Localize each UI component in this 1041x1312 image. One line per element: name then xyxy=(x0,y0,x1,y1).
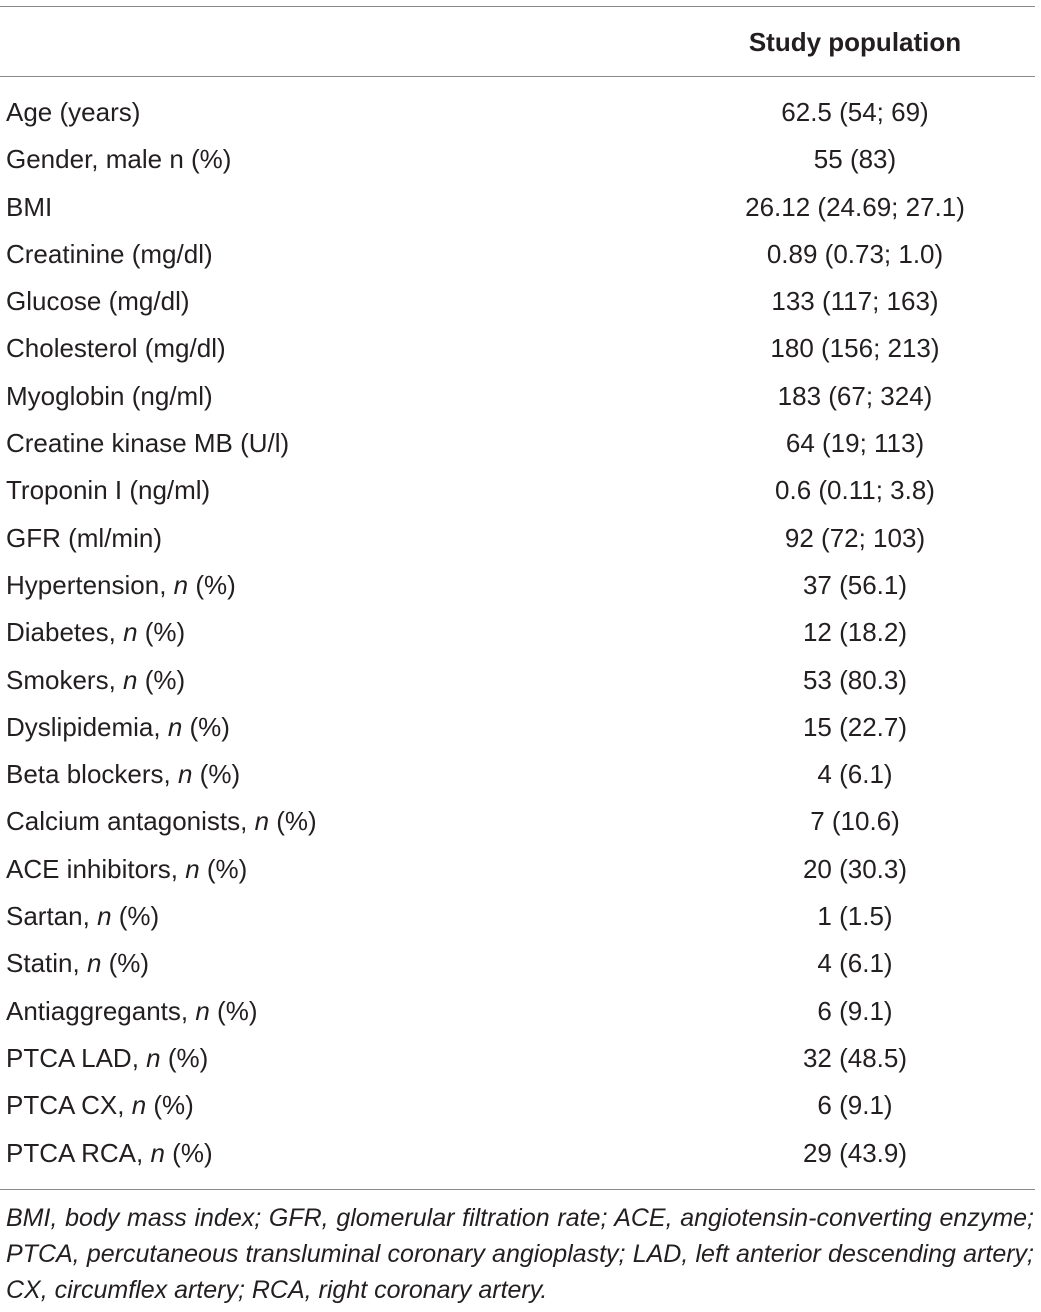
table-row xyxy=(0,184,1035,231)
table-footnote: BMI, body mass index; GFR, glomerular filtration rate; ACE, angiotensin-converting enzyme; PTCA, percutaneous transluminal coronary angioplasty; LAD, left anterior descending artery; CX, circumflex artery; RCA, right coronary artery. xyxy=(6,1204,1034,1304)
row-label-text: Hypertension, xyxy=(6,569,174,600)
table-row xyxy=(0,940,1035,987)
row-label xyxy=(6,467,210,514)
row-value: 29 (43.9) xyxy=(802,1137,908,1168)
row-label-text: Diabetes, xyxy=(6,617,124,648)
row-label xyxy=(6,515,162,562)
table-header-rule xyxy=(0,76,1035,77)
column-header-study-population: Study population xyxy=(748,27,962,57)
row-value: 133 (117; 163) xyxy=(771,286,939,317)
table-top-rule xyxy=(0,6,1035,7)
row-label-italic: n xyxy=(86,948,102,979)
row-value: 180 (156; 213) xyxy=(770,333,940,364)
row-label xyxy=(6,89,140,136)
row-value: 53 (80.3) xyxy=(802,664,908,695)
row-value: 0.6 (0.11; 3.8) xyxy=(775,475,935,506)
row-value: 4 (6.1) xyxy=(817,948,893,979)
row-label-text: Troponin I (ng/ml) xyxy=(6,475,211,506)
row-label-text: Smokers, xyxy=(6,664,124,695)
row-label-suffix: (%) xyxy=(111,901,160,932)
table-row xyxy=(0,751,1035,798)
row-label-suffix: (%) xyxy=(101,948,150,979)
row-label xyxy=(6,609,185,656)
table-row xyxy=(0,846,1035,893)
table-row xyxy=(0,657,1035,704)
row-label xyxy=(6,278,190,325)
row-label-suffix: (%) xyxy=(199,853,248,884)
table-row xyxy=(0,89,1035,136)
row-value: 62.5 (54; 69) xyxy=(781,97,929,127)
row-label-text: PTCA LAD, xyxy=(6,1042,147,1073)
table-row xyxy=(0,420,1035,467)
row-label-italic: n xyxy=(123,664,138,695)
row-label-text: Glucose (mg/dl) xyxy=(6,286,190,317)
row-label-text: Calcium antagonists, xyxy=(6,806,255,837)
row-label-text: Dyslipidemia, xyxy=(6,711,168,742)
row-value: 37 (56.1) xyxy=(802,569,908,600)
row-label-italic: n xyxy=(131,1090,147,1121)
row-label-italic: n xyxy=(254,806,270,837)
row-label-italic: n xyxy=(167,711,183,742)
row-value: 7 (10.6) xyxy=(810,806,900,837)
table-row xyxy=(0,609,1035,656)
row-value: 0.89 (0.73; 1.0) xyxy=(766,238,944,269)
row-value: 183 (67; 324) xyxy=(777,380,933,411)
row-label-suffix: (%) xyxy=(146,1090,194,1121)
row-label-suffix: (%) xyxy=(182,711,230,742)
row-label xyxy=(6,325,226,372)
table-row xyxy=(0,562,1035,609)
row-label-text: Age (years) xyxy=(6,97,141,127)
table-row xyxy=(0,231,1035,278)
row-label-text: Antiaggregants, xyxy=(6,995,196,1026)
row-label-text: BMI xyxy=(6,191,53,222)
table-row xyxy=(0,278,1035,325)
table-row xyxy=(0,1082,1035,1129)
row-label xyxy=(6,940,149,987)
row-label-text: Creatine kinase MB (U/l) xyxy=(6,428,290,459)
row-label-suffix: (%) xyxy=(137,617,186,648)
row-label-italic: n xyxy=(97,901,112,932)
row-value: 32 (48.5) xyxy=(802,1042,908,1073)
row-label xyxy=(6,893,159,940)
row-label-italic: n xyxy=(173,569,189,600)
row-label-text: Cholesterol (mg/dl) xyxy=(6,333,226,364)
row-label xyxy=(6,1130,213,1177)
row-value: 64 (19; 113) xyxy=(785,428,925,459)
table-row xyxy=(0,373,1035,420)
table-row xyxy=(0,467,1035,514)
row-label-text: PTCA RCA, xyxy=(6,1137,151,1168)
table-body xyxy=(0,89,1035,1177)
table-row xyxy=(0,1035,1035,1082)
row-label-italic: n xyxy=(195,995,210,1026)
row-label-text: Creatinine (mg/dl) xyxy=(6,238,213,269)
table-row xyxy=(0,325,1035,372)
table-row xyxy=(0,988,1035,1035)
row-label-italic: n xyxy=(146,1042,161,1073)
row-label xyxy=(6,1082,194,1129)
table-row xyxy=(0,798,1035,845)
table-row xyxy=(0,704,1035,751)
table-row xyxy=(0,1130,1035,1177)
row-label xyxy=(6,798,317,845)
row-value: 12 (18.2) xyxy=(802,617,908,648)
table-bottom-rule xyxy=(0,1189,1035,1190)
table-row xyxy=(0,893,1035,940)
row-label-suffix: (%) xyxy=(269,806,317,837)
row-label-suffix: (%) xyxy=(160,1042,209,1073)
row-label xyxy=(6,136,231,183)
row-label-italic: n xyxy=(185,853,200,884)
row-label-text: Statin, xyxy=(6,948,87,979)
row-value: 20 (30.3) xyxy=(802,853,908,884)
row-label-text: ACE inhibitors, xyxy=(6,853,186,884)
row-label xyxy=(6,562,236,609)
row-label-suffix: (%) xyxy=(188,569,236,600)
row-label-text: GFR (ml/min) xyxy=(6,522,162,553)
row-label xyxy=(6,988,258,1035)
row-label-suffix: (%) xyxy=(209,995,258,1026)
row-value: 1 (1.5) xyxy=(817,901,893,932)
row-label xyxy=(6,373,213,420)
table-row xyxy=(0,515,1035,562)
row-label xyxy=(6,1035,208,1082)
row-label xyxy=(6,657,185,704)
row-label xyxy=(6,231,213,278)
table-header xyxy=(0,22,1035,62)
row-label-text: Gender, male n (%) xyxy=(6,144,232,175)
row-value: 4 (6.1) xyxy=(817,759,893,790)
row-label-suffix: (%) xyxy=(164,1137,213,1168)
row-label xyxy=(6,420,289,467)
row-value: 6 (9.1) xyxy=(817,995,893,1026)
row-label-italic: n xyxy=(123,617,138,648)
row-label-text: Myoglobin (ng/ml) xyxy=(6,380,213,411)
row-value: 55 (83) xyxy=(813,144,897,175)
row-value: 15 (22.7) xyxy=(802,711,908,742)
row-label xyxy=(6,751,240,798)
row-label-text: Beta blockers, xyxy=(6,759,178,790)
row-label-italic: n xyxy=(150,1137,165,1168)
row-value: 6 (9.1) xyxy=(817,1090,893,1121)
row-value: 26.12 (24.69; 27.1) xyxy=(745,191,965,222)
row-label-suffix: (%) xyxy=(192,759,241,790)
table-row xyxy=(0,136,1035,183)
row-label xyxy=(6,846,247,893)
row-label xyxy=(6,704,230,751)
row-label-text: Sartan, xyxy=(6,901,98,932)
row-label-italic: n xyxy=(177,759,193,790)
row-label-suffix: (%) xyxy=(137,664,186,695)
row-label xyxy=(6,184,52,231)
row-label-text: PTCA CX, xyxy=(6,1090,132,1121)
row-value: 92 (72; 103) xyxy=(784,522,926,553)
